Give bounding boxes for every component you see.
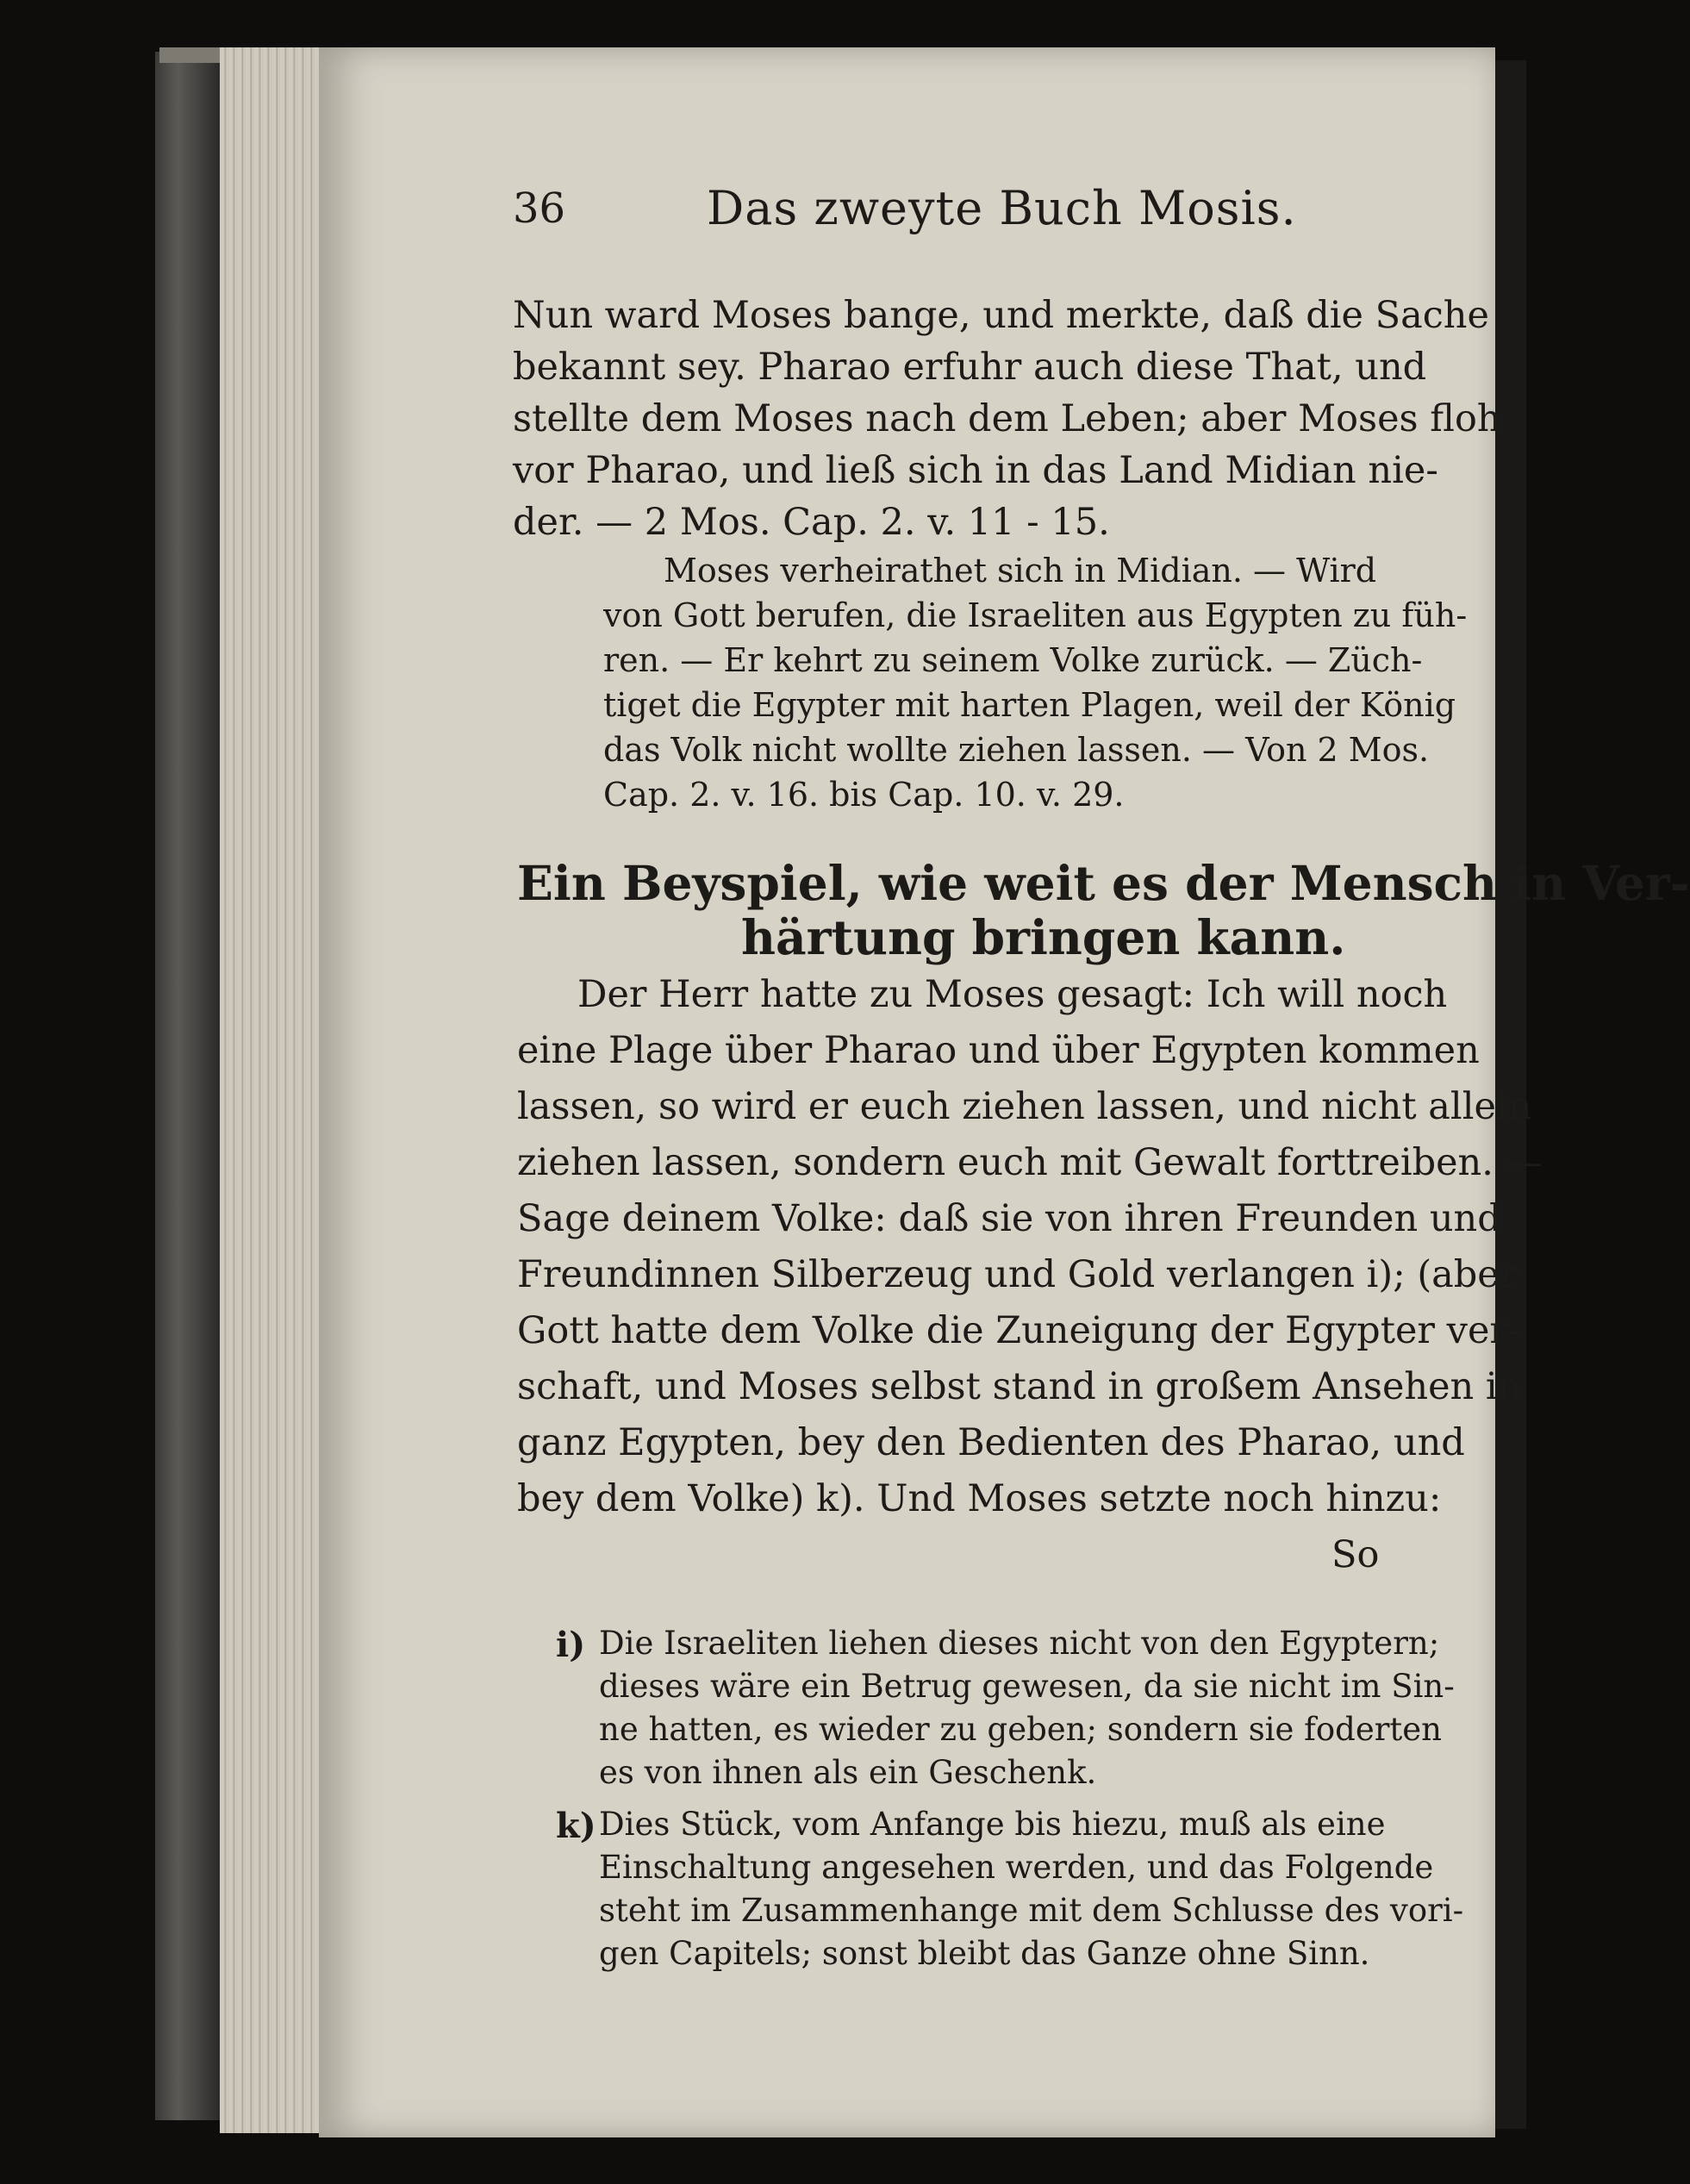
summary-line: Cap. 2. v. 16. bis Cap. 10. v. 29.	[603, 776, 1125, 814]
catchword: So	[1331, 1533, 1380, 1576]
footnote-line: dieses wäre ein Betrug gewesen, da sie nicht im Sin-	[599, 1668, 1455, 1705]
body-line: Freundinnen Silberzeug und Gold verlangen i); (aber	[517, 1253, 1518, 1296]
footnote-mark: i)	[556, 1625, 586, 1665]
footnote-line: ne hatten, es wieder zu geben; sondern sie foderten	[599, 1711, 1443, 1748]
body-line: ziehen lassen, sondern euch mit Gewalt forttreiben. —	[517, 1141, 1543, 1184]
footnote-mark: k)	[556, 1806, 596, 1846]
footnote-line: gen Capitels; sonst bleibt das Ganze ohne Sinn.	[599, 1935, 1370, 1972]
body-line: bey dem Volke) k). Und Moses setzte noch hinzu:	[517, 1477, 1442, 1520]
intro-line: der. — 2 Mos. Cap. 2. v. 11 - 15.	[513, 501, 1110, 544]
intro-line: stellte dem Moses nach dem Leben; aber Moses floh	[513, 397, 1501, 440]
page-edges	[220, 47, 323, 2133]
intro-line: vor Pharao, und ließ sich in das Land Midian nie-	[513, 449, 1438, 492]
footnote-line: Dies Stück, vom Anfange bis hiezu, muß als eine	[599, 1806, 1386, 1843]
section-heading-line: härtung bringen kann.	[741, 909, 1346, 965]
body-line: ganz Egypten, bey den Bedienten des Pharao, und	[517, 1421, 1465, 1464]
body-line: Der Herr hatte zu Moses gesagt: Ich will noch	[577, 973, 1448, 1016]
summary-line: Moses verheirathet sich in Midian. — Wird	[664, 552, 1377, 590]
footnote-line: Die Israeliten liehen dieses nicht von den Egyptern;	[599, 1625, 1440, 1662]
footnote-line: Einschaltung angesehen werden, und das Folgende	[599, 1849, 1434, 1886]
body-line: eine Plage über Pharao und über Egypten kommen	[517, 1029, 1480, 1072]
running-title: Das zweyte Buch Mosis.	[707, 181, 1297, 235]
summary-line: von Gott berufen, die Israeliten aus Egypten zu füh-	[603, 596, 1468, 634]
page-number: 36	[513, 184, 566, 233]
book-spine	[155, 52, 220, 2120]
intro-line: Nun ward Moses bange, und merkte, daß die Sache	[513, 294, 1489, 337]
body-line: lassen, so wird er euch ziehen lassen, und nicht allein	[517, 1085, 1532, 1128]
footnote-line: es von ihnen als ein Geschenk.	[599, 1754, 1097, 1791]
body-line: Sage deinem Volke: daß sie von ihren Freunden und	[517, 1197, 1501, 1240]
footnote-line: steht im Zusammenhange mit dem Schlusse des vori-	[599, 1892, 1464, 1929]
section-heading-line: Ein Beyspiel, wie weit es der Mensch in Ver-	[517, 855, 1690, 911]
body-line: schaft, und Moses selbst stand in großem Ansehen in	[517, 1365, 1522, 1408]
summary-line: tiget die Egypter mit harten Plagen, weil der König	[603, 686, 1456, 724]
summary-line: das Volk nicht wollte ziehen lassen. — Von 2 Mos.	[603, 731, 1430, 769]
summary-line: ren. — Er kehrt zu seinem Volke zurück. — Züch-	[603, 641, 1423, 679]
intro-line: bekannt sey. Pharao erfuhr auch diese That, und	[513, 346, 1427, 389]
body-line: Gott hatte dem Volke die Zuneigung der Egypter ver-	[517, 1309, 1520, 1352]
